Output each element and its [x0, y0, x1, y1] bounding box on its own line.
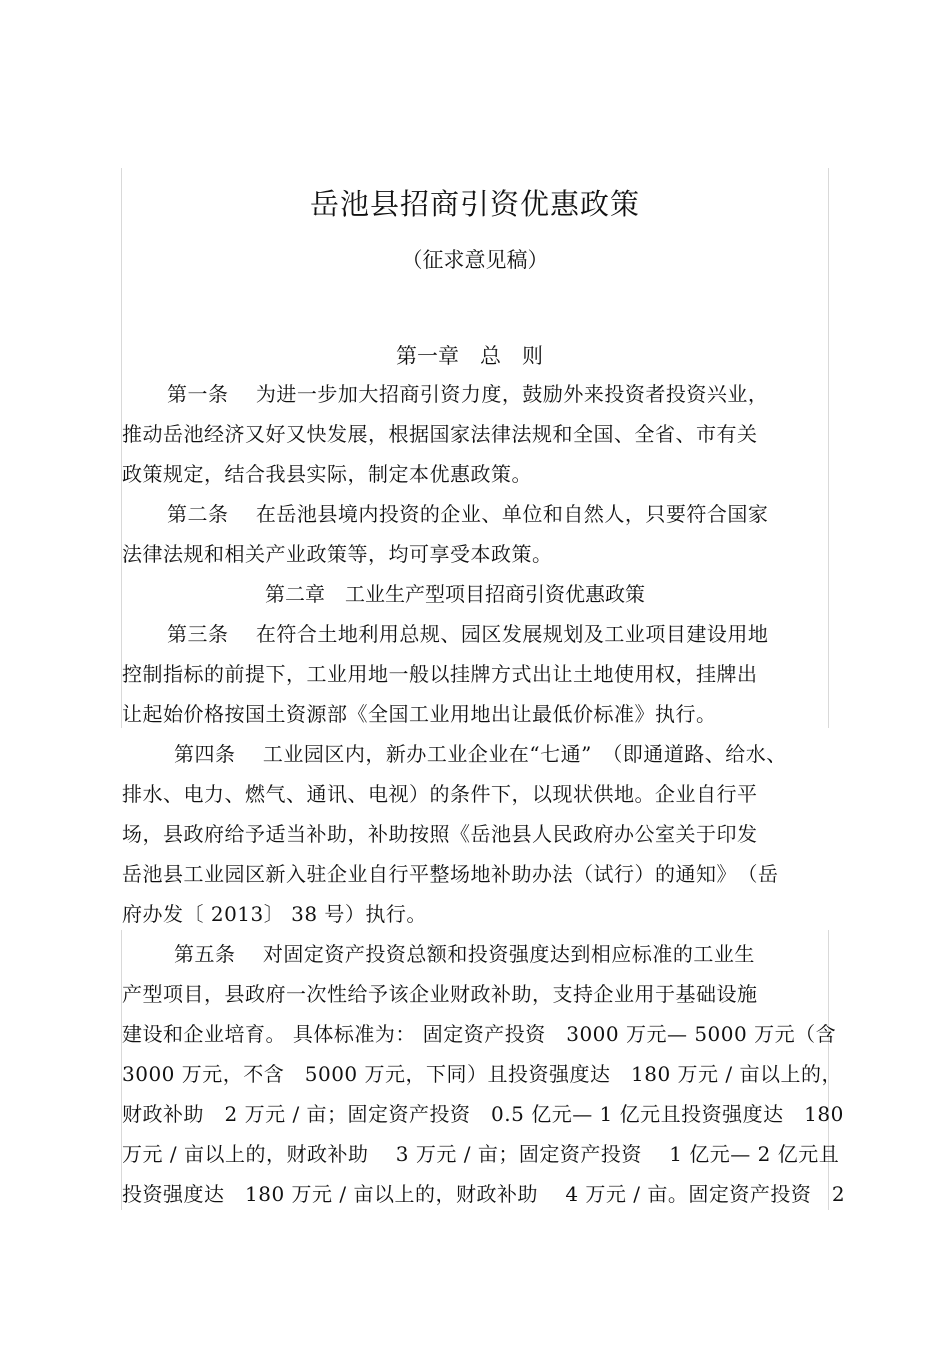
article-3-line: 控制指标的前提下，工业用地一般以挂牌方式出让土地使用权，挂牌出: [122, 662, 758, 686]
article-5-line: 建设和企业培育。 具体标准为： 固定资产投资 3000 万元— 5000 万元（含: [122, 1022, 837, 1046]
article-4-line: 岳池县工业园区新入驻企业自行平整场地补助办法（试行）的通知》 （岳: [122, 862, 779, 886]
article-5-line: 产型项目，县政府一次性给予该企业财政补助，支持企业用于基础设施: [122, 982, 758, 1006]
article-3-line: 让起始价格按国土资源部《全国工业用地出让最低价标准》执行。: [122, 702, 717, 726]
article-1-line: 推动岳池经济又好又快发展，根据国家法律法规和全国、全省、市有关: [122, 422, 758, 446]
article-5-line: 投资强度达 180 万元 / 亩以上的，财政补助 4 万元 / 亩。固定资产投资 2: [122, 1182, 846, 1206]
article-4-line: 排水、电力、燃气、通讯、电视）的条件下，以现状供地。企业自行平: [122, 782, 758, 806]
document-title: 岳池县招商引资优惠政策: [309, 187, 640, 221]
article-4-line: 第四条 工业园区内，新办工业企业在“七通” （即通道路、给水、: [174, 742, 787, 766]
article-1-line: 政策规定，结合我县实际，制定本优惠政策。: [122, 462, 532, 486]
article-2-line: 第二条 在岳池县境内投资的企业、单位和自然人，只要符合国家: [167, 502, 769, 526]
article-5-line: 财政补助 2 万元 / 亩；固定资产投资 0.5 亿元— 1 亿元且投资强度达 180: [122, 1102, 844, 1126]
article-5-line: 第五条 对固定资产投资总额和投资强度达到相应标准的工业生: [174, 942, 755, 966]
document-subtitle: （征求意见稿）: [401, 248, 549, 272]
article-3-line: 第三条 在符合土地利用总规、园区发展规划及工业项目建设用地: [167, 622, 769, 646]
article-1-line: 第一条 为进一步加大招商引资力度，鼓励外来投资者投资兴业，: [167, 382, 769, 406]
article-5-line: 3000 万元，不含 5000 万元，下同）且投资强度达 180 万元 / 亩以上的，: [122, 1062, 842, 1086]
chapter-1-heading: 第一章 总 则: [396, 344, 543, 368]
chapter-2-heading: 第二章 工业生产型项目招商引资优惠政策: [265, 582, 645, 606]
article-2-line: 法律法规和相关产业政策等，均可享受本政策。: [122, 542, 553, 566]
article-5-line: 万元 / 亩以上的，财政补助 3 万元 / 亩；固定资产投资 1 亿元— 2 亿元且: [122, 1142, 840, 1166]
article-4-line: 场，县政府给予适当补助，补助按照《岳池县人民政府办公室关于印发: [122, 822, 758, 846]
article-4-line: 府办发〔 2013〕 38 号）执行。: [122, 902, 427, 926]
